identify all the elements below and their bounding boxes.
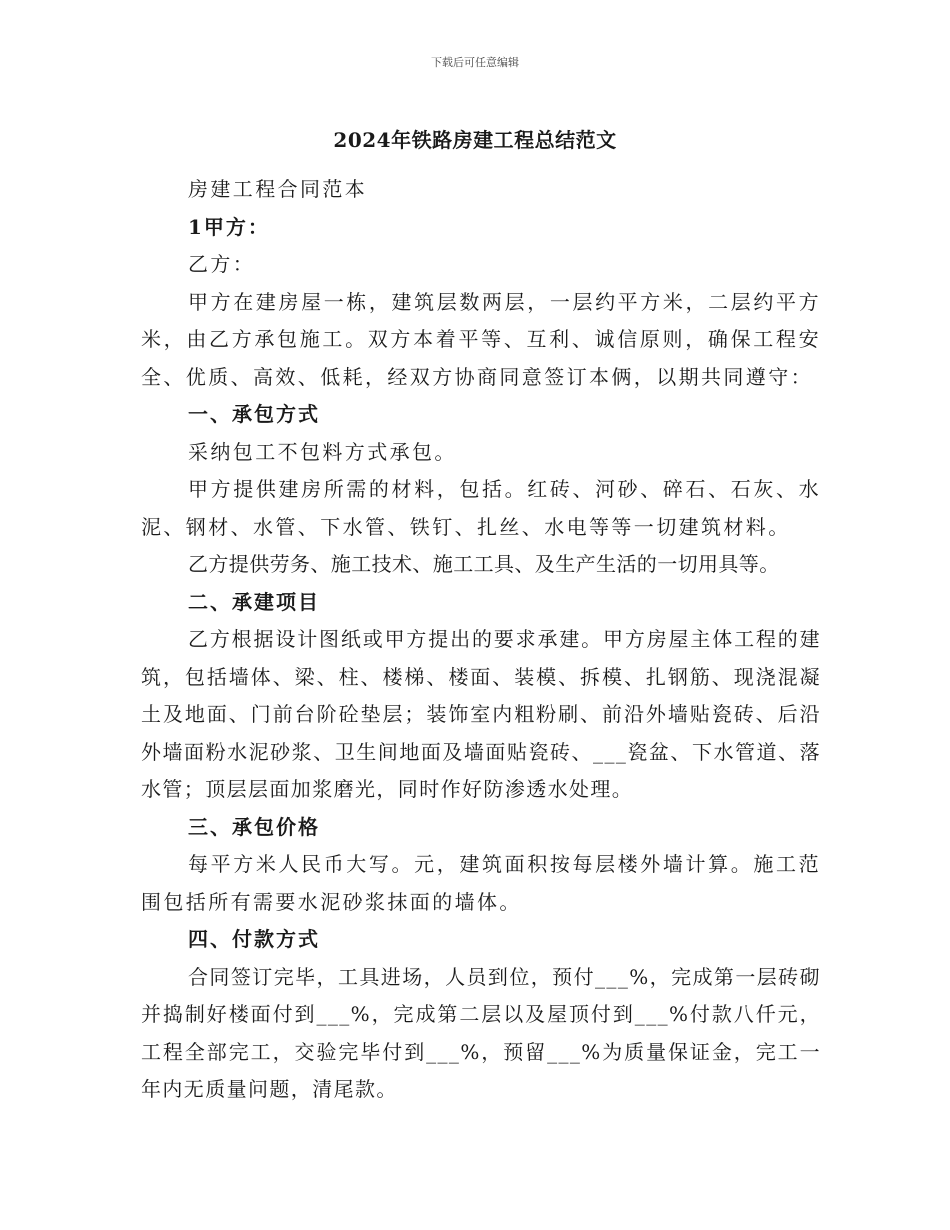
paragraph-price: 每平方米人民币大写。元，建筑面积按每层楼外墙计算。施工范围包括所有需要水泥砂浆抹面的墙体。	[141, 852, 821, 914]
paragraph-intro: 甲方在建房屋一栋，建筑层数两层，一层约平方米，二层约平方米，由乙方承包施工。双方本着平等、互利、诚信原则，确保工程安全、优质、高效、低耗，经双方协商同意签订本俩，以期共同遵守：	[141, 289, 821, 389]
paragraph-contract-title: 房建工程合同范本	[188, 177, 368, 201]
document-title: 2024年铁路房建工程总结范文	[333, 128, 617, 152]
paragraph-labor: 乙方提供劳务、施工技术、施工工具、及生产生活的一切用具等。	[188, 552, 780, 576]
party-a-label: 1甲方：	[188, 214, 270, 239]
party-b-label: 乙方：	[188, 252, 256, 276]
paragraph-materials: 甲方提供建房所需的材料，包括。红砖、河砂、碎石、石灰、水泥、钢材、水管、下水管、铁钉、扎丝、水电等等一切建筑材料。	[141, 477, 821, 539]
paragraph-construction-items: 乙方根据设计图纸或甲方提出的要求承建。甲方房屋主体工程的建筑，包括墙体、梁、柱、楼梯、楼面、装模、拆模、扎钢筋、现浇混凝土及地面、门前台阶砼垫层；装饰室内粗粉刷、前沿外墙贴瓷砖、后沿外墙面粉水泥砂浆、卫生间地面及墙面贴瓷砖、___瓷盆、下水管道、落水管；顶层层面加浆磨光，同时作好防渗透水处理。	[141, 627, 821, 801]
document-body	[141, 171, 821, 1109]
page-header-note: 下载后可任意编辑	[431, 56, 519, 69]
paragraph-payment: 合同签订完毕，工具进场，人员到位，预付___%，完成第一层砖砌并捣制好楼面付到___%，完成第二层以及屋顶付到___%付款八仟元，工程全部完工，交验完毕付到___%，预留___%为质量保证金，完工一年内无质量问题，清尾款。	[141, 964, 821, 1101]
heading-contract-method: 一、承包方式	[188, 402, 320, 426]
paragraph-method: 采纳包工不包料方式承包。	[188, 439, 457, 464]
heading-construction-items: 二、承建项目	[188, 589, 320, 614]
heading-contract-price: 三、承包价格	[188, 814, 320, 839]
heading-payment-method: 四、付款方式	[188, 927, 320, 951]
